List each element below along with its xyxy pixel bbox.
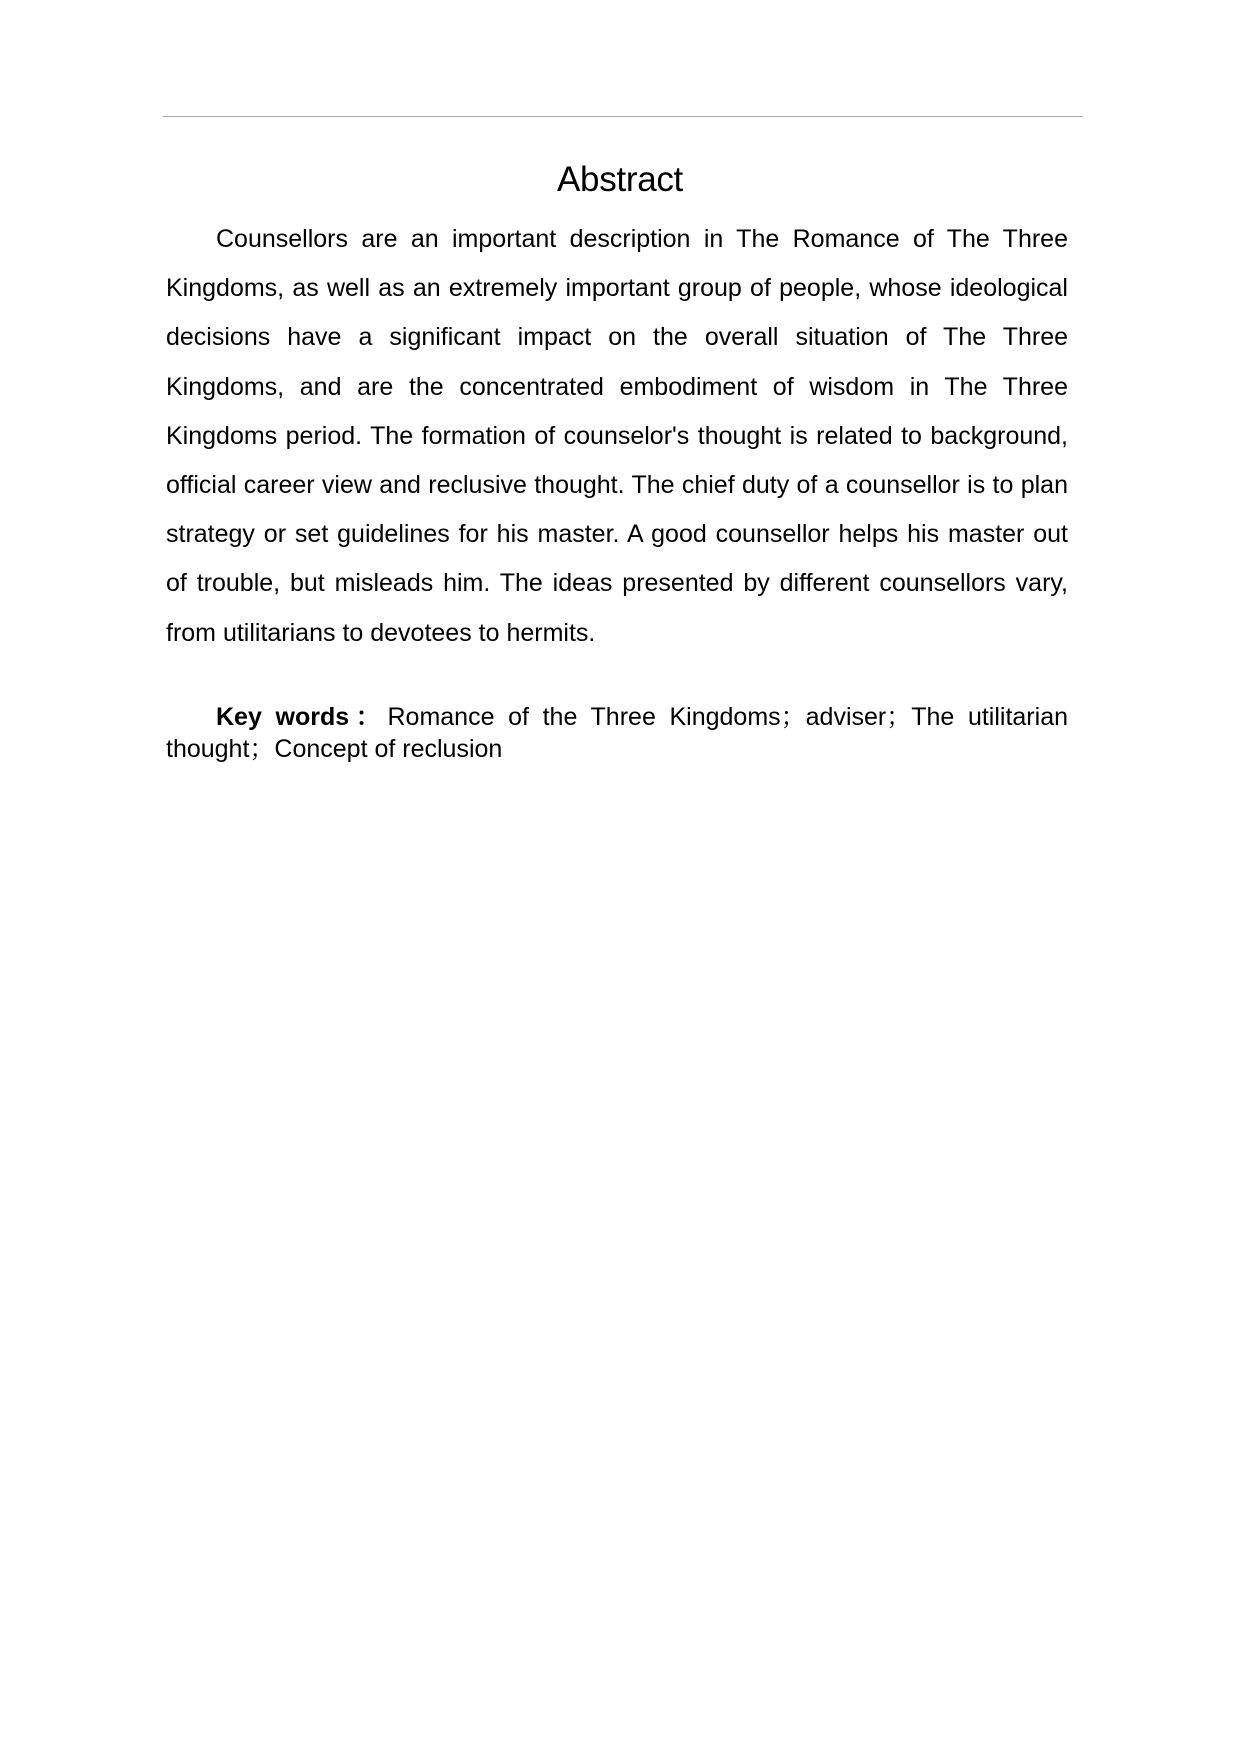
keywords-line [166,701,1068,765]
abstract-paragraph: Counsellors are an important description in The Romance of The Three Kingdoms, as well as an extremely important group of people, whose ideological decisions have a significant impact on the overall situation of The Three Kingdoms, and are the concentrated embodiment of wisdom in The Three Kingdoms period. The formation of counselor's thought is related to background, official career view and reclusive thought. The chief duty of a counsellor is to plan strategy or set guidelines for his master. A good counsellor helps his master out of trouble, but misleads him. The ideas presented by different counsellors vary, from utilitarians to devotees to hermits. [166,225,1068,647]
keywords-text: Romance of the Three Kingdoms；adviser；The utilitarian thought；Concept of reclusion [166,703,1068,763]
page-title: Abstract [557,160,683,199]
header-rule [163,116,1083,117]
keywords-label: Key words： [216,703,388,731]
